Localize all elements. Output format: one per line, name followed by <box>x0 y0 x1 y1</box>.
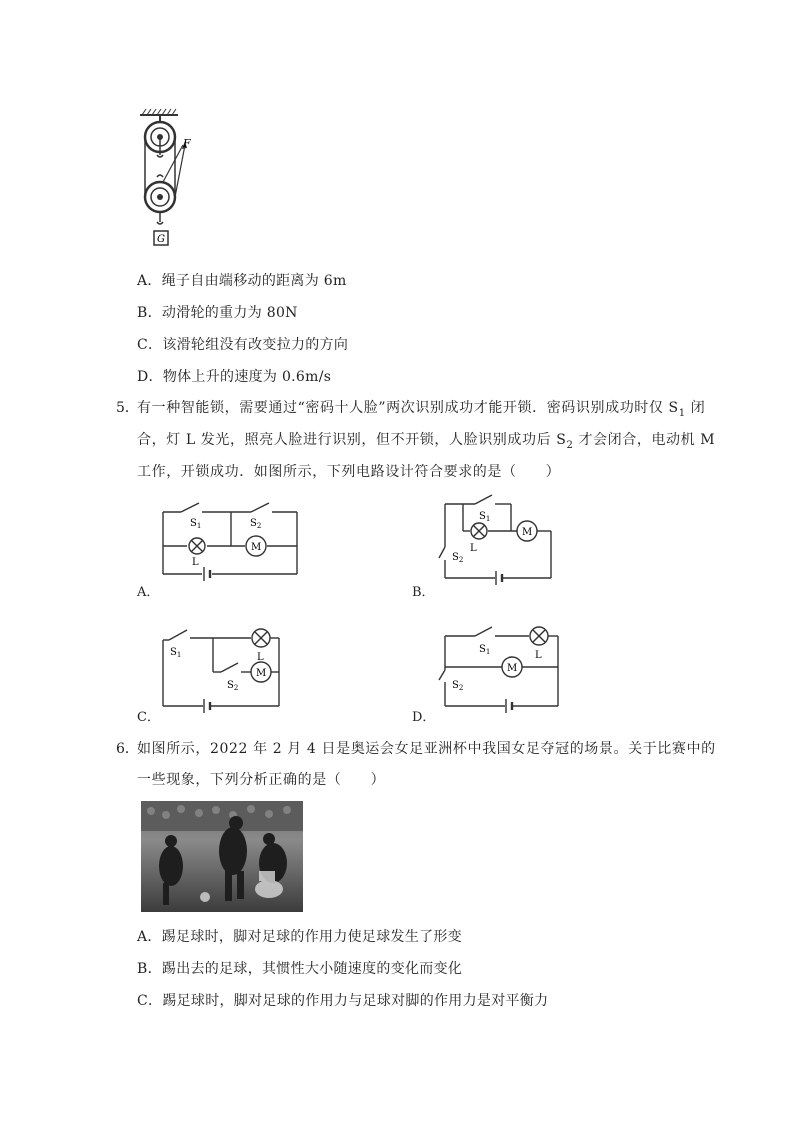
option-text: 踢足球时，脚对足球的作用力使足球发生了形变 <box>161 929 463 945</box>
svg-text:M: M <box>522 527 533 538</box>
soccer-photo <box>141 801 303 912</box>
option-text: 物体上升的速度为 0.6m/s <box>162 369 332 385</box>
svg-text:S2: $S_2$ <box>227 680 239 692</box>
option-letter: C． <box>137 993 163 1009</box>
q4-option-c[interactable] <box>137 334 348 354</box>
svg-text:M: M <box>256 668 267 679</box>
option-letter: B． <box>137 305 162 321</box>
svg-text:S1: $S_1$ <box>479 511 491 523</box>
option-text: 绳子自由端移动的距离为 6m <box>161 273 347 289</box>
q6-option-c[interactable] <box>137 990 548 1010</box>
option-letter: C． <box>137 337 163 353</box>
option-text: 踢足球时，脚对足球的作用力与足球对脚的作用力是对平衡力 <box>162 993 549 1009</box>
svg-text:S1: $S_1$ <box>170 647 182 659</box>
option-a-label[interactable]: A． <box>137 585 160 600</box>
option-letter: B． <box>137 961 162 977</box>
lamp-label: L <box>192 557 199 568</box>
circuit-a[interactable] <box>155 498 305 583</box>
q4-option-d[interactable] <box>137 366 331 386</box>
option-d-label[interactable]: D． <box>412 710 436 725</box>
option-b-label[interactable]: B． <box>412 585 435 600</box>
option-c-label[interactable]: C． <box>137 710 160 725</box>
weight-label: G <box>157 234 165 245</box>
svg-text:L: L <box>257 652 264 663</box>
option-text: 动滑轮的重力为 80N <box>161 305 298 321</box>
q6-option-a[interactable] <box>137 926 462 946</box>
force-label: F <box>183 137 191 150</box>
svg-text:L: L <box>535 650 542 661</box>
motor-label: M <box>251 542 262 553</box>
svg-text:S2: $S_2$ <box>452 680 464 692</box>
circuit-c[interactable] <box>155 620 285 715</box>
option-text: 踢出去的足球，其惯性大小随速度的变化而变化 <box>161 961 463 977</box>
option-letter: A． <box>137 929 162 945</box>
svg-text:S1: $S_1$ <box>479 644 491 656</box>
svg-text:L: L <box>470 543 477 554</box>
q6-line-2: 一些现象，下列分析正确的是（ ） <box>137 772 386 788</box>
q6-option-b[interactable] <box>137 958 462 978</box>
q5-line-3: 工作，开锁成功．如图所示，下列电路设计符合要求的是（ ） <box>137 464 561 480</box>
option-letter: D． <box>137 369 163 385</box>
circuit-b[interactable] <box>437 492 557 587</box>
pulley-figure <box>135 105 205 250</box>
circuit-d[interactable] <box>437 620 567 715</box>
s1-label: $S_1$ <box>190 518 202 530</box>
option-letter: A． <box>137 273 162 289</box>
q5-number: 5． <box>116 400 139 416</box>
svg-text:M: M <box>507 663 518 674</box>
q4-option-a[interactable] <box>137 270 347 290</box>
q4-option-b[interactable] <box>137 302 298 322</box>
s2-label: $S_2$ <box>250 518 262 530</box>
q5-line-2: 合，灯 L 发光，照亮人脸进行识别，但不开锁，人脸识别成功后 $S_2$ 才会闭合，电动机 M <box>137 432 716 451</box>
q6-number: 6． <box>116 741 139 757</box>
q6-line-1: 如图所示，2022 年 2 月 4 日是奥运会女足亚洲杯中我国女足夺冠的场景。关于比赛中的 <box>137 741 716 757</box>
svg-text:S2: $S_2$ <box>452 552 464 564</box>
option-text: 该滑轮组没有改变拉力的方向 <box>162 337 349 353</box>
q5-line-1: 有一种智能锁，需要通过“密码十人脸”两次识别成功才能开锁．密码识别成功时仅 $S_1$ 闭 <box>137 400 706 419</box>
